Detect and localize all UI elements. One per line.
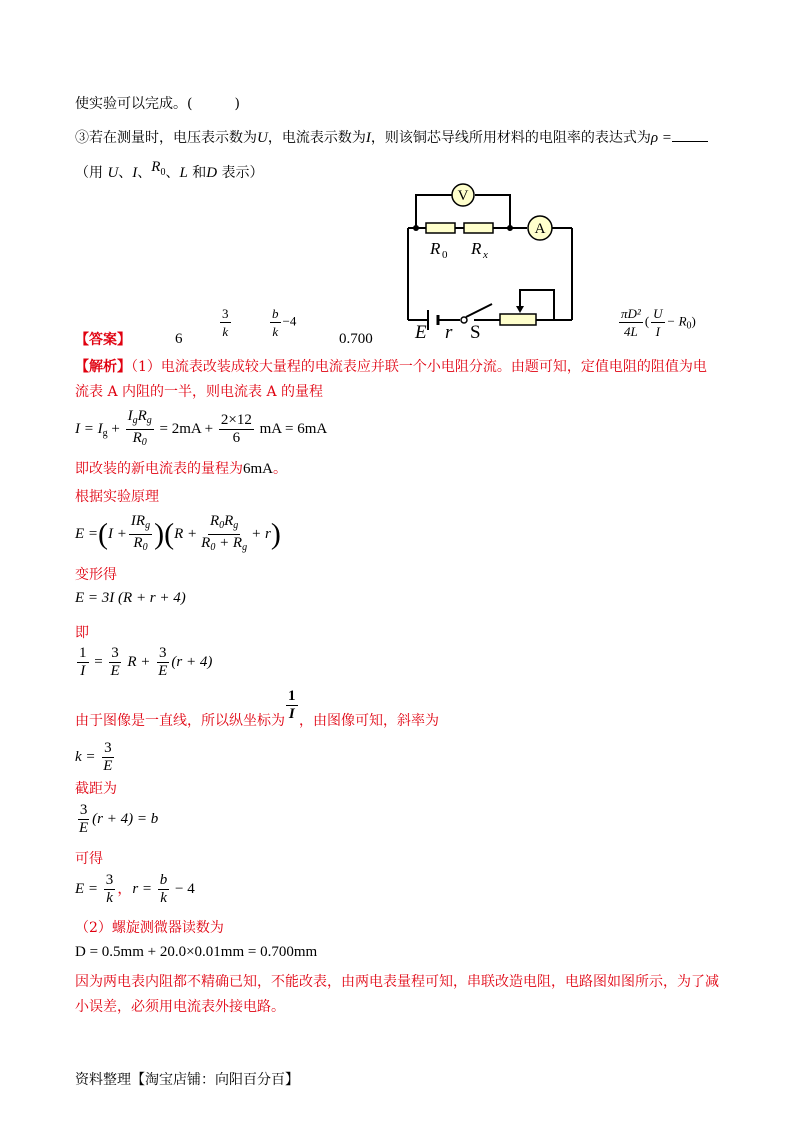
- footer: 资料整理【淘宝店铺：向阳百分百】: [75, 1072, 299, 1088]
- analysis-line-8: 截距为: [75, 781, 117, 797]
- answer-4: 0.700: [339, 331, 373, 347]
- analysis-line-11: 因为两电表内阻都不精确已知，不能改表，由两电表量程可知，串联改造电阻，电路图如图所示，为了减: [75, 974, 719, 990]
- voltmeter-label: V: [457, 188, 469, 204]
- resistor-r0: [426, 223, 455, 233]
- question-line-2: ③若在测量时，电压表示数为U，电流表示数为I，则该铜芯导线所用材料的电阻率的表达式为ρ =: [75, 127, 708, 148]
- reciprocal-I: $\frac{1}{I}$: [288, 688, 296, 722]
- circuit-diagram: [400, 178, 590, 340]
- rheostat: [500, 314, 536, 325]
- internal-r-label: r: [445, 322, 453, 340]
- analysis-line-2: 流表 A 内阻的一半，则电流表 A 的量程: [75, 384, 324, 400]
- equation-6: $\frac{3}{E}$ (r + 4) = b: [79, 802, 159, 836]
- analysis-line-7-end: ，由图像可知，斜率为: [299, 713, 439, 729]
- analysis-line-4: 根据实验原理: [75, 489, 159, 505]
- analysis-line-3: 即改装的新电流表的量程为6mA。: [75, 461, 287, 477]
- switch-terminal: [461, 317, 467, 323]
- switch-label: S: [470, 322, 481, 340]
- analysis-line-6: 即: [75, 625, 89, 641]
- ammeter-label: A: [534, 221, 546, 237]
- junction-left: [413, 225, 419, 231]
- equation-4: $\frac{1}{I}$ = $\frac{3}{E}$ R + $\frac{3}{E}$ (r + 4): [79, 645, 213, 679]
- analysis-line-9: 可得: [75, 851, 103, 867]
- answer-3: $\frac{b}{k}$ −4: [272, 306, 297, 339]
- junction-right: [507, 225, 513, 231]
- rx-sub: x: [483, 249, 488, 261]
- equation-1: $I = I_g$ + $\frac{I_gR_g}{R_0}$ = 2mA + $\frac{2\times 12}{6}$ mA = 6mA: [75, 408, 328, 448]
- question-line-3: （用 U、I、$R^0$、L 和D 表示）: [75, 159, 264, 181]
- equation-5: k = $\frac{3}{E}$: [75, 740, 113, 774]
- equation-3: E = 3I (R + r + 4): [75, 590, 186, 606]
- emf-label: E: [415, 322, 427, 340]
- equation-7: E = $\frac{3}{k}$ ，r = $\frac{b}{k}$ − 4: [75, 872, 195, 906]
- answer-label: 【答案】: [75, 332, 131, 348]
- answer-blank: [672, 127, 708, 142]
- analysis-line-12: 小误差，必须用电流表外接电路。: [75, 999, 285, 1015]
- analysis-line-7: 由于图像是一直线，所以纵坐标为: [75, 713, 285, 729]
- analysis-line-10: （2）螺旋测微器读数为: [75, 920, 224, 936]
- equation-2: E =(I + $\frac{IR_g}{R_0}$ )(R + $\frac{R_0R_g}{R_0 + R_g}$ + r): [75, 513, 281, 553]
- analysis-line-5: 变形得: [75, 567, 117, 583]
- resistor-rx: [464, 223, 493, 233]
- answer-2: $\frac{3}{k}$: [222, 306, 229, 339]
- answer-5: $\frac{\text{πD²}}{4L}$ ( $\frac{U}{I}$ − $R_0$): [621, 306, 696, 339]
- answer-1: 6: [175, 331, 183, 347]
- rx-label: R: [471, 239, 482, 258]
- r0-sub: 0: [442, 249, 448, 261]
- equation-8: D = 0.5mm + 20.0×0.01mm = 0.700mm: [75, 944, 318, 960]
- analysis-line-1: 【解析】（1）电流表改装成较大量程的电流表应并联一个小电阻分流。由题可知，定值电阻的阻值为电: [75, 359, 707, 375]
- r0-label: R: [430, 239, 441, 258]
- question-line-1: 使实验可以完成。( ): [75, 96, 240, 112]
- rho-symbol: ρ =: [650, 130, 672, 146]
